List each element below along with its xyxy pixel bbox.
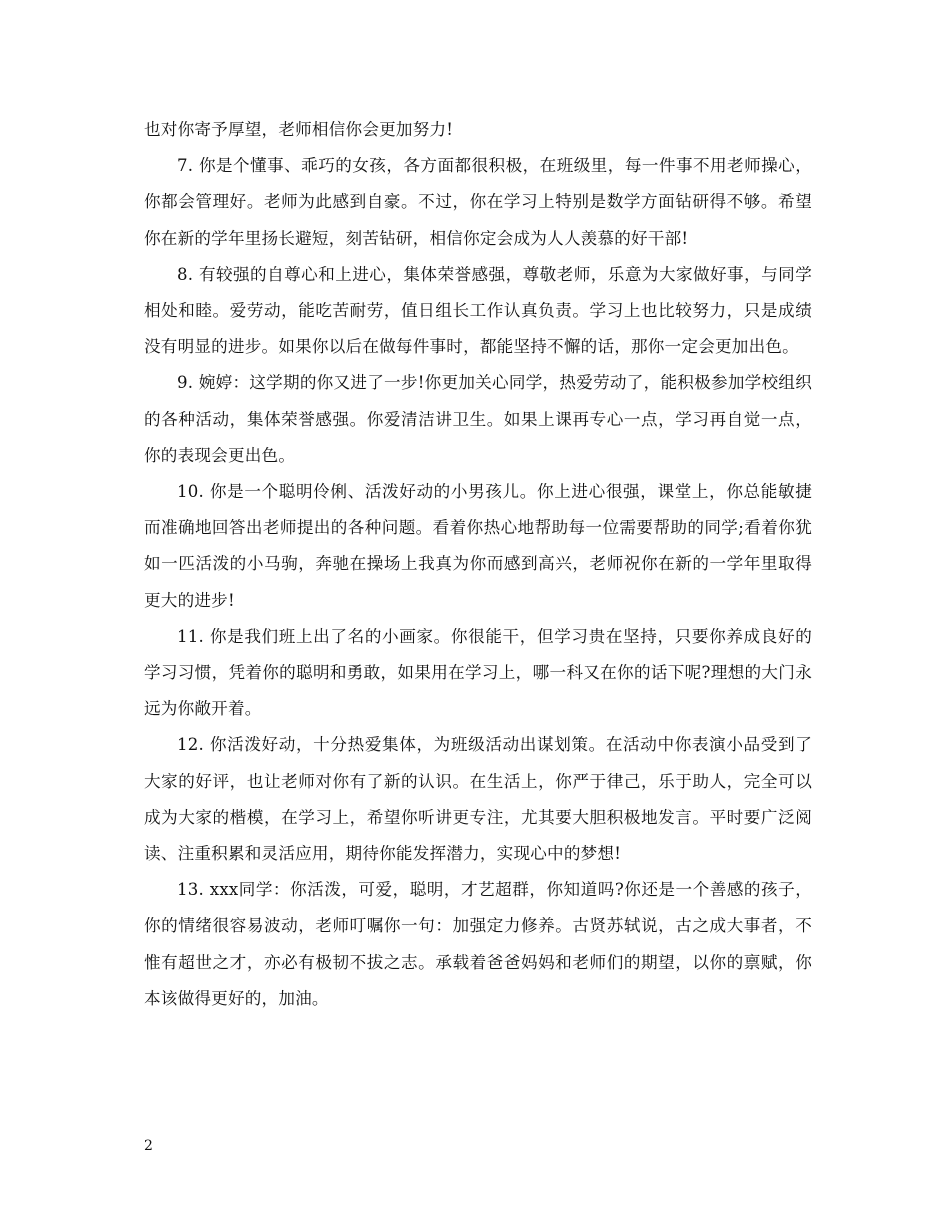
paragraph-continuation: 也对你寄予厚望，老师相信你会更加努力! xyxy=(144,120,454,139)
paragraph-item-7: 7. 你是个懂事、乖巧的女孩，各方面都很积极，在班级里，每一件事不用老师操心，你都会管理好。老师为此感到自豪。不过，你在学习上特别是数学方面钻研得不够。希望你在新的学年里扬长避短，刻苦钻研，相信你定会成为人人羡慕的好干部! xyxy=(144,156,812,248)
paragraph-item-9: 9. 婉婷：这学期的你又进了一步!你更加关心同学，热爱劳动了，能积极参加学校组织的各种活动，集体荣誉感强。你爱清洁讲卫生。如果上课再专心一点，学习再自觉一点，你的表现会更出色。 xyxy=(144,373,812,465)
paragraph-item-12: 12. 你活泼好动，十分热爱集体，为班级活动出谋划策。在活动中你表演小品受到了大家的好评，也让老师对你有了新的认识。在生活上，你严于律己，乐于助人，完全可以成为大家的楷模，在学习上，希望你听讲更专注，尤其要大胆积极地发言。平时要广泛阅读、注重积累和灵活应用，期待你能发挥潜力，实现心中的梦想! xyxy=(144,735,812,864)
document-body xyxy=(144,112,812,1017)
paragraph-item-8: 8. 有较强的自尊心和上进心，集体荣誉感强，尊敬老师，乐意为大家做好事，与同学相处和睦。爱劳动，能吃苦耐劳，值日组长工作认真负责。学习上也比较努力，只是成绩没有明显的进步。如果你以后在做每件事时，都能坚持不懈的话，那你一定会更加出色。 xyxy=(144,264,812,357)
paragraph-item-10: 10. 你是一个聪明伶俐、活泼好动的小男孩儿。你上进心很强，课堂上，你总能敏捷而准确地回答出老师提出的各种问题。看着你热心地帮助每一位需要帮助的同学;看着你犹如一匹活泼的小马驹，奔驰在操场上我真为你而感到高兴，老师祝你在新的一学年里取得更大的进步! xyxy=(144,482,812,610)
paragraph-item-11: 11. 你是我们班上出了名的小画家。你很能干，但学习贵在坚持，只要你养成良好的学习习惯，凭着你的聪明和勇敢，如果用在学习上，哪一科又在你的话下呢?理想的大门永远为你敞开着。 xyxy=(144,626,812,719)
page-number: 2 xyxy=(144,1138,153,1154)
paragraph-item-13: 13. xxx同学：你活泼，可爱，聪明，才艺超群，你知道吗?你还是一个善感的孩子，你的情绪很容易波动，老师叮嘱你一句：加强定力修养。古贤苏轼说，古之成大事者，不惟有超世之才，亦必有极韧不拔之志。承载着爸爸妈妈和老师们的期望，以你的禀赋，你本该做得更好的，加油。 xyxy=(144,880,812,1008)
